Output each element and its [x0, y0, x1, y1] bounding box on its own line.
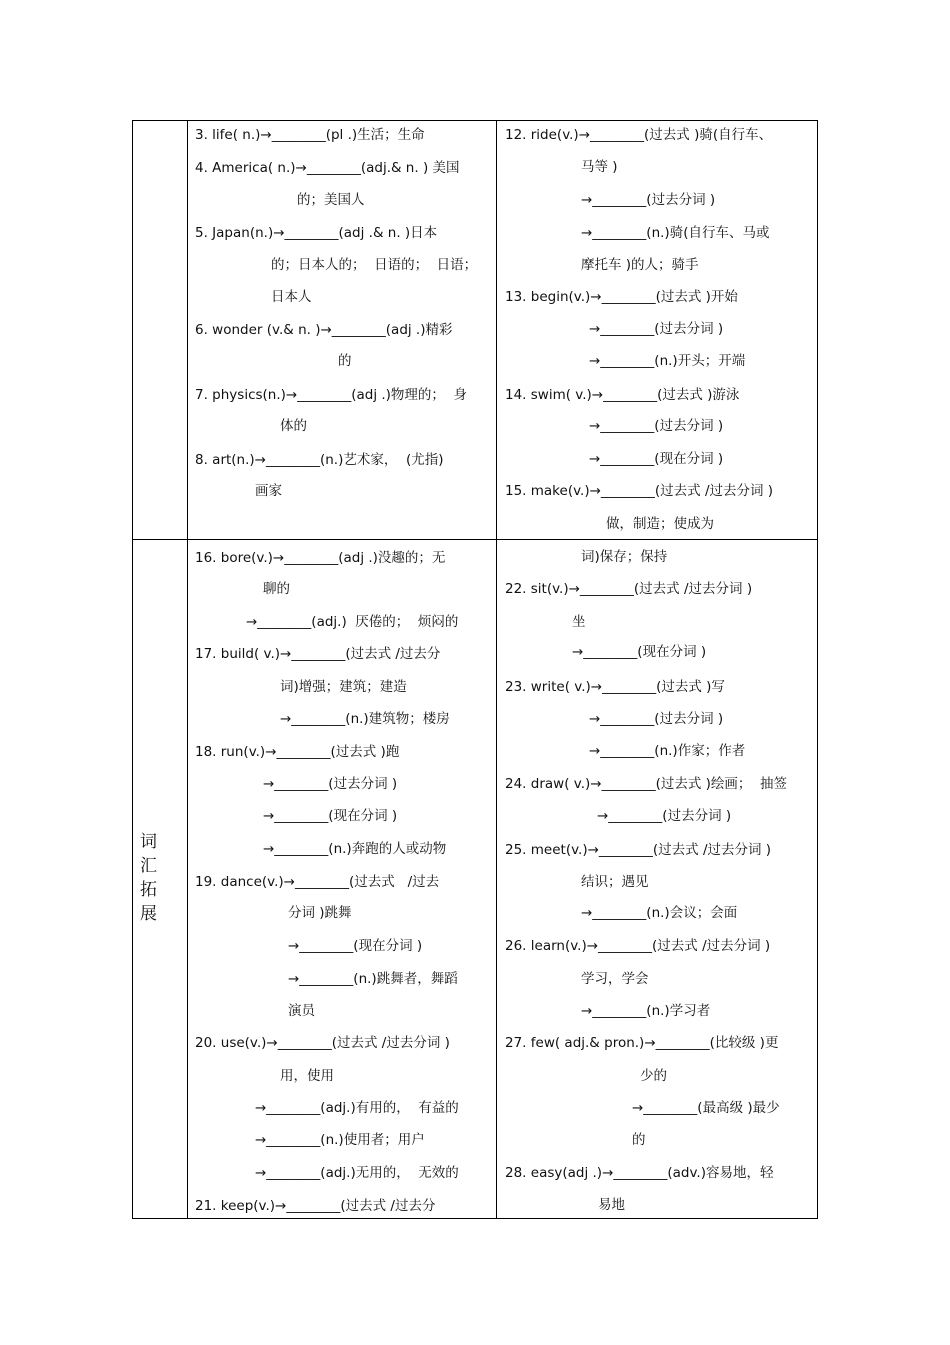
vocab-entry-line: →________(过去分词 ): [589, 711, 724, 727]
vocab-entry-line: 演员: [288, 1003, 315, 1019]
vocab-entry-line: 16. bore(v.)→________(adj .)没趣的；无: [195, 550, 446, 566]
table-border-top: [132, 120, 818, 121]
vocab-entry-line: 5. Japan(n.)→________(adj .& n. )日本: [195, 225, 438, 241]
table-border-left: [132, 120, 133, 1219]
vocab-entry-line: 18. run(v.)→________(过去式 )跑: [195, 744, 400, 760]
vocab-entry-line: 马等 ): [581, 159, 618, 175]
vocab-entry-line: →________(n.)学习者: [581, 1003, 711, 1019]
vocab-entry-line: 摩托车 )的人；骑手: [581, 257, 699, 273]
vocab-entry-line: 7. physics(n.)→________(adj .)物理的； 身: [195, 387, 468, 403]
vocab-entry-line: →________(adj.) 厌倦的； 烦闷的: [246, 614, 459, 630]
table-border-right: [817, 120, 818, 1219]
vocab-entry-line: →________(n.)使用者；用户: [255, 1132, 425, 1148]
vocab-entry-line: →________(n.)骑(自行车、马或: [581, 225, 770, 241]
vocab-entry-line: →________(过去分词 ): [263, 776, 398, 792]
vocab-entry-line: 28. easy(adj .)→________(adv.)容易地，轻: [505, 1165, 774, 1181]
vocab-entry-line: →________(现在分词 ): [263, 808, 398, 824]
vocab-entry-line: 21. keep(v.)→________(过去式 /过去分: [195, 1198, 436, 1214]
vocab-entry-line: 词)增强；建筑；建造: [280, 679, 407, 695]
vocab-entry-line: →________(过去分词 ): [589, 418, 724, 434]
vocab-entry-line: 12. ride(v.)→________(过去式 )骑(自行车、: [505, 127, 773, 143]
table-border-bottom: [132, 1218, 818, 1219]
vocab-entry-line: →________(现在分词 ): [572, 644, 707, 660]
vocab-entry-line: →________(现在分词 ): [589, 451, 724, 467]
vocab-entry-line: 做，制造；使成为: [606, 516, 714, 532]
vocab-entry-line: 的: [338, 353, 352, 369]
vocab-entry-line: 8. art(n.)→________(n.)艺术家， (尤指): [195, 452, 444, 468]
vocab-entry-line: →________(n.)作家；作者: [589, 743, 746, 759]
vocab-entry-line: 的；日本人的； 日语的； 日语；: [271, 257, 478, 273]
vocab-entry-line: →________(adj.)无用的， 无效的: [255, 1165, 459, 1181]
vocab-entry-line: →________(adj.)有用的， 有益的: [255, 1100, 459, 1116]
vocab-entry-line: 25. meet(v.)→________(过去式 /过去分词 ): [505, 842, 772, 858]
vocab-entry-line: →________(最高级 )最少: [632, 1100, 780, 1116]
vocab-entry-line: →________(过去分词 ): [597, 808, 732, 824]
vocab-entry-line: 体的: [280, 418, 307, 434]
vocab-entry-line: 24. draw( v.)→________(过去式 )绘画； 抽签: [505, 776, 787, 792]
vocab-entry-line: 6. wonder (v.& n. )→________(adj .)精彩: [195, 322, 453, 338]
vocab-entry-line: →________(过去分词 ): [581, 192, 716, 208]
vocab-entry-line: 用，使用: [280, 1068, 334, 1084]
vocab-entry-line: →________(过去分词 ): [589, 321, 724, 337]
vocab-entry-line: 学习，学会: [581, 971, 649, 987]
vocab-entry-line: 19. dance(v.)→________(过去式 /过去: [195, 874, 440, 890]
vocab-entry-line: 27. few( adj.& pron.)→________(比较级 )更: [505, 1035, 779, 1051]
vocab-entry-line: 结识；遇见: [581, 874, 649, 890]
vocab-entry-line: 的；美国人: [297, 192, 365, 208]
vocab-entry-line: →________(现在分词 ): [288, 938, 423, 954]
vocab-entry-line: 22. sit(v.)→________(过去式 /过去分词 ): [505, 581, 753, 597]
vocab-entry-line: →________(n.)建筑物；楼房: [280, 711, 450, 727]
vocab-entry-line: 14. swim( v.)→________(过去式 )游泳: [505, 387, 740, 403]
vocab-entry-line: 坐: [572, 614, 586, 630]
vocab-entry-line: 17. build( v.)→________(过去式 /过去分: [195, 646, 441, 662]
vocab-entry-line: 易地: [598, 1197, 625, 1213]
vocab-entry-line: 23. write( v.)→________(过去式 )写: [505, 679, 725, 695]
vocab-entry-line: →________(n.)奔跑的人或动物: [263, 841, 447, 857]
vocab-entry-line: 的: [632, 1132, 646, 1148]
vocab-entry-line: 少的: [640, 1068, 667, 1084]
vocab-entry-line: →________(n.)会议；会面: [581, 905, 738, 921]
table-border-column-divider: [496, 120, 497, 1219]
vocab-entry-line: 26. learn(v.)→________(过去式 /过去分词 ): [505, 938, 771, 954]
vocab-entry-line: 20. use(v.)→________(过去式 /过去分词 ): [195, 1035, 450, 1051]
vocab-entry-line: 聊的: [263, 581, 290, 597]
vocab-entry-line: 词)保存；保持: [581, 549, 668, 565]
vocab-entry-line: 日本人: [271, 289, 312, 305]
vocab-entry-line: 分词 )跳舞: [288, 905, 352, 921]
vocab-entry-line: 3. life( n.)→________(pl .)生活；生命: [195, 127, 425, 143]
vocab-entry-line: 画家: [255, 483, 282, 499]
vocab-entry-line: →________(n.)开头；开端: [589, 353, 746, 369]
table-border-middle: [132, 539, 818, 540]
vocab-entry-line: 13. begin(v.)→________(过去式 )开始: [505, 289, 738, 305]
vocab-entry-line: 15. make(v.)→________(过去式 /过去分词 ): [505, 483, 774, 499]
table-border-label-divider: [187, 120, 188, 1219]
section-label-vocabulary-expansion: 词 汇 拓 展: [140, 832, 157, 924]
vocab-entry-line: →________(n.)跳舞者，舞蹈: [288, 971, 458, 987]
vocab-entry-line: 4. America( n.)→________(adj.& n. ) 美国: [195, 160, 460, 176]
